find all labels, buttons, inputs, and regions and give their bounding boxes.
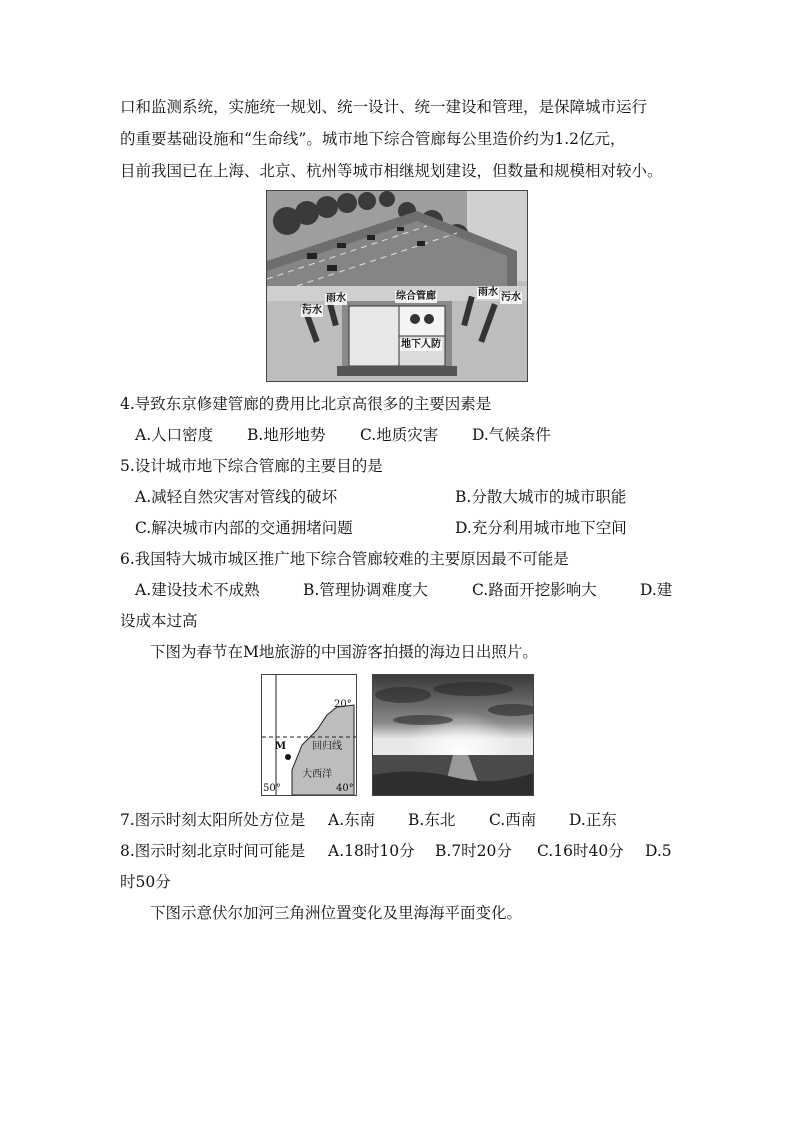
intro-line-2: 的重要基础设施和“生命线”。城市地下综合管廊每公里造价约为1.2亿元， (120, 130, 626, 148)
map-ocean-label: 大西洋 (302, 769, 332, 780)
utility-tunnel-figure (266, 190, 528, 382)
sunrise-image (373, 675, 533, 795)
map-lon-40: 40° (336, 783, 354, 794)
label-civil-defense: 地下人防 (401, 339, 441, 350)
q7-option-c: C.西南 (489, 811, 537, 829)
q4-stem: 4.导致东京修建管廊的费用比北京高很多的主要因素是 (120, 395, 492, 413)
map-figure (261, 674, 357, 796)
q5-stem: 5.设计城市地下综合管廊的主要目的是 (120, 457, 383, 475)
q4-option-b: B.地形地势 (247, 426, 326, 444)
intro2-text: 下图为春节在M地旅游的中国游客拍摄的海边日出照片。 (150, 643, 538, 661)
q8-stem: 8.图示时刻北京时间可能是 (120, 842, 306, 860)
map-lon-50: 50° (263, 783, 281, 794)
q5-option-c: C.解决城市内部的交通拥堵问题 (135, 519, 353, 537)
q6-option-d: D.建 (640, 581, 673, 599)
q5-option-b: B.分散大城市的城市职能 (455, 488, 627, 506)
q7-stem: 7.图示时刻太阳所处方位是 (120, 811, 306, 829)
q8-option-d-continued: 时50分 (120, 873, 171, 891)
q8-option-c: C.16时40分 (537, 842, 624, 860)
q7-option-a: A.东南 (328, 811, 376, 829)
q5-option-a: A.减轻自然灾害对管线的破坏 (135, 488, 338, 506)
intro3-text: 下图示意伏尔加河三角洲位置变化及里海海平面变化。 (150, 904, 523, 922)
label-rain-right: 雨水 (478, 287, 498, 298)
label-sewage-left: 污水 (302, 305, 322, 316)
q6-option-d-continued: 设成本过高 (120, 612, 198, 630)
q8-option-d: D.5 (645, 842, 672, 860)
intro-line-3: 目前我国已在上海、北京、杭州等城市相继规划建设，但数量和规模相对较小。 (120, 162, 663, 180)
q7-option-d: D.正东 (569, 811, 617, 829)
q8-option-a: A.18时10分 (328, 842, 415, 860)
intro-line-1: 口和监测系统，实施统一规划、统一设计、统一建设和管理，是保障城市运行 (120, 98, 648, 116)
q4-option-a: A.人口密度 (135, 426, 214, 444)
label-sewage-right: 污水 (501, 292, 521, 303)
label-utility-tunnel: 综合管廊 (396, 291, 436, 302)
q6-stem: 6.我国特大城市城区推广地下综合管廊较难的主要原因最不可能是 (120, 550, 569, 568)
sunrise-photo (372, 674, 534, 796)
q6-option-c: C.路面开挖影响大 (472, 581, 597, 599)
utility-tunnel-illustration (267, 191, 527, 381)
q7-option-b: B.东北 (408, 811, 456, 829)
map-lat-20: 20° (334, 699, 352, 710)
map-point-m: M (275, 741, 287, 752)
q4-option-d: D.气候条件 (472, 426, 551, 444)
q6-option-b: B.管理协调难度大 (303, 581, 428, 599)
q8-option-b: B.7时20分 (435, 842, 512, 860)
q6-option-a: A.建设技术不成熟 (135, 581, 260, 599)
q4-option-c: C.地质灾害 (360, 426, 439, 444)
label-rain-left: 雨水 (326, 293, 346, 304)
map-tropic-label: 回归线 (312, 741, 342, 752)
q5-option-d: D.充分利用城市地下空间 (455, 519, 627, 537)
